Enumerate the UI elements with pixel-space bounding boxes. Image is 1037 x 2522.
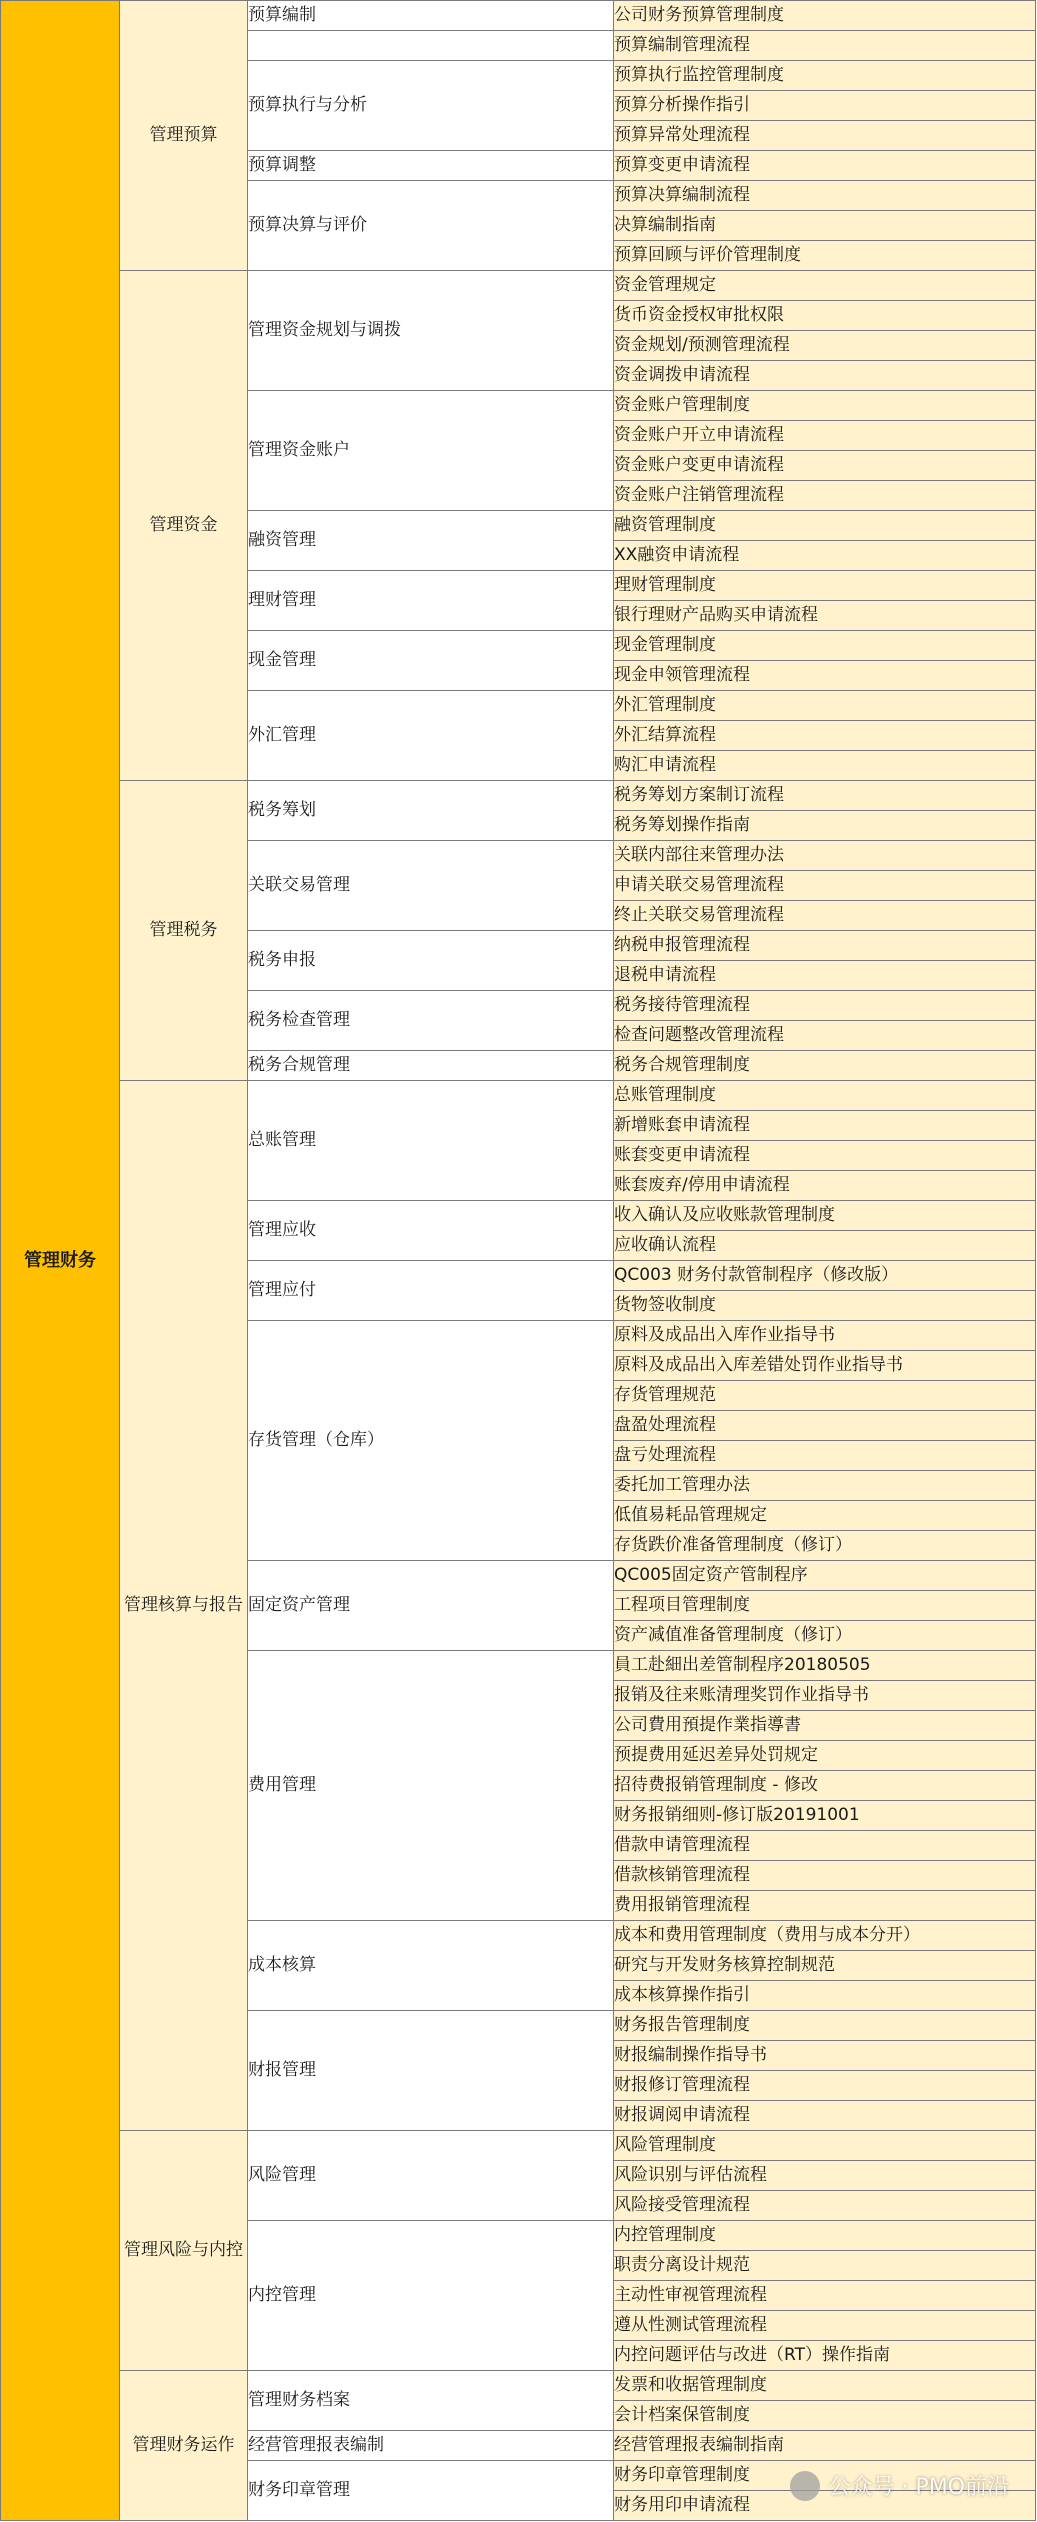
document-item-cell: 资金调拨申请流程 xyxy=(614,361,1036,391)
document-item-cell: 终止关联交易管理流程 xyxy=(614,901,1036,931)
document-item-cell: XX融资申请流程 xyxy=(614,541,1036,571)
level2-category-cell: 管理财务运作 xyxy=(120,2371,248,2521)
document-item-cell: 工程项目管理制度 xyxy=(614,1591,1036,1621)
document-item-cell: 原料及成品出入库作业指导书 xyxy=(614,1321,1036,1351)
document-item-cell: 购汇申请流程 xyxy=(614,751,1036,781)
document-item-cell: 成本和费用管理制度（费用与成本分开） xyxy=(614,1921,1036,1951)
document-item-cell: 借款申请管理流程 xyxy=(614,1831,1036,1861)
document-item-cell: 存货跌价准备管理制度（修订） xyxy=(614,1531,1036,1561)
document-item-cell: 借款核销管理流程 xyxy=(614,1861,1036,1891)
document-item-cell: 预算变更申请流程 xyxy=(614,151,1036,181)
level2-category-cell: 管理核算与报告 xyxy=(120,1081,248,2131)
document-item-cell: 资产减值准备管理制度（修订） xyxy=(614,1621,1036,1651)
level3-process-cell: 预算执行与分析 xyxy=(248,61,614,151)
document-item-cell: 财报修订管理流程 xyxy=(614,2071,1036,2101)
document-item-cell: 现金管理制度 xyxy=(614,631,1036,661)
document-item-cell: 总账管理制度 xyxy=(614,1081,1036,1111)
document-item-cell: 应收确认流程 xyxy=(614,1231,1036,1261)
document-item-cell: 委托加工管理办法 xyxy=(614,1471,1036,1501)
document-item-cell: 检查问题整改管理流程 xyxy=(614,1021,1036,1051)
watermark-text: 公众号 · PMO前沿 xyxy=(828,2475,1009,2500)
document-item-cell: 外汇管理制度 xyxy=(614,691,1036,721)
document-item-cell: 遵从性测试管理流程 xyxy=(614,2311,1036,2341)
document-item-cell: 职责分离设计规范 xyxy=(614,2251,1036,2281)
level3-process-cell: 管理资金账户 xyxy=(248,391,614,511)
document-item-cell: 員工赴細出差管制程序20180505 xyxy=(614,1651,1036,1681)
level3-process-cell: 管理应收 xyxy=(248,1201,614,1261)
document-item-cell: 纳税申报管理流程 xyxy=(614,931,1036,961)
level3-process-cell: 内控管理 xyxy=(248,2221,614,2371)
level2-category-cell: 管理风险与内控 xyxy=(120,2131,248,2371)
document-item-cell: 预算决算编制流程 xyxy=(614,181,1036,211)
document-item-cell: 财报编制操作指导书 xyxy=(614,2041,1036,2071)
level3-process-cell: 财务印章管理 xyxy=(248,2461,614,2521)
document-item-cell: 现金申领管理流程 xyxy=(614,661,1036,691)
level3-process-cell: 风险管理 xyxy=(248,2131,614,2221)
level3-process-cell: 预算编制 xyxy=(248,1,614,31)
level3-process-cell: 税务筹划 xyxy=(248,781,614,841)
root-category-cell: 管理财务 xyxy=(1,1,120,2521)
document-item-cell: 资金管理规定 xyxy=(614,271,1036,301)
document-item-cell: 关联内部往来管理办法 xyxy=(614,841,1036,871)
document-item-cell: 盘亏处理流程 xyxy=(614,1441,1036,1471)
level3-process-cell: 管理应付 xyxy=(248,1261,614,1321)
document-item-cell: 发票和收据管理制度 xyxy=(614,2371,1036,2401)
document-item-cell: 财务报销细则-修订版20191001 xyxy=(614,1801,1036,1831)
document-item-cell: 会计档案保管制度 xyxy=(614,2401,1036,2431)
table-row xyxy=(1,1,1036,31)
document-item-cell: 外汇结算流程 xyxy=(614,721,1036,751)
level3-process-cell: 融资管理 xyxy=(248,511,614,571)
document-item-cell: 经营管理报表编制指南 xyxy=(614,2431,1036,2461)
document-item-cell: 财务报告管理制度 xyxy=(614,2011,1036,2041)
document-item-cell: 资金规划/预测管理流程 xyxy=(614,331,1036,361)
table-row xyxy=(1,1081,1036,1111)
document-item-cell: QC003 财务付款管制程序（修改版） xyxy=(614,1261,1036,1291)
document-item-cell: 税务筹划方案制订流程 xyxy=(614,781,1036,811)
document-item-cell: 预提费用延迟差异处罚规定 xyxy=(614,1741,1036,1771)
document-item-cell: 研究与开发财务核算控制规范 xyxy=(614,1951,1036,1981)
document-item-cell: 申请关联交易管理流程 xyxy=(614,871,1036,901)
level3-process-cell: 现金管理 xyxy=(248,631,614,691)
document-item-cell: 盘盈处理流程 xyxy=(614,1411,1036,1441)
document-item-cell: 资金账户变更申请流程 xyxy=(614,451,1036,481)
document-item-cell: 账套废弃/停用申请流程 xyxy=(614,1171,1036,1201)
table-row xyxy=(1,781,1036,811)
level3-process-cell: 存货管理（仓库） xyxy=(248,1321,614,1561)
document-item-cell: 存货管理规范 xyxy=(614,1381,1036,1411)
document-item-cell: 成本核算操作指引 xyxy=(614,1981,1036,2011)
document-item-cell: 招待费报销管理制度 - 修改 xyxy=(614,1771,1036,1801)
level3-process-cell: 成本核算 xyxy=(248,1921,614,2011)
level2-category-cell: 管理税务 xyxy=(120,781,248,1081)
level3-process-cell: 费用管理 xyxy=(248,1651,614,1921)
table-row xyxy=(1,2131,1036,2161)
document-item-cell: 财报调阅申请流程 xyxy=(614,2101,1036,2131)
level3-process-cell: 管理资金规划与调拨 xyxy=(248,271,614,391)
document-item-cell: 税务接待管理流程 xyxy=(614,991,1036,1021)
document-item-cell: 风险识别与评估流程 xyxy=(614,2161,1036,2191)
level3-process-cell xyxy=(248,31,614,61)
document-item-cell: 预算异常处理流程 xyxy=(614,121,1036,151)
document-item-cell: 报销及往来账清理奖罚作业指导书 xyxy=(614,1681,1036,1711)
document-item-cell: 内控管理制度 xyxy=(614,2221,1036,2251)
level3-process-cell: 理财管理 xyxy=(248,571,614,631)
table-row xyxy=(1,2371,1036,2401)
document-item-cell: 财务用印申请流程 xyxy=(614,2491,1036,2521)
level3-process-cell: 关联交易管理 xyxy=(248,841,614,931)
level3-process-cell: 总账管理 xyxy=(248,1081,614,1201)
document-item-cell: 内控问题评估与改进（RT）操作指南 xyxy=(614,2341,1036,2371)
document-item-cell: 新增账套申请流程 xyxy=(614,1111,1036,1141)
document-item-cell: 账套变更申请流程 xyxy=(614,1141,1036,1171)
document-item-cell: 资金账户开立申请流程 xyxy=(614,421,1036,451)
document-item-cell: 原料及成品出入库差错处罚作业指导书 xyxy=(614,1351,1036,1381)
table-row xyxy=(1,271,1036,301)
document-item-cell: 预算执行监控管理制度 xyxy=(614,61,1036,91)
document-item-cell: 风险接受管理流程 xyxy=(614,2191,1036,2221)
document-item-cell: 资金账户管理制度 xyxy=(614,391,1036,421)
level2-category-cell: 管理资金 xyxy=(120,271,248,781)
level3-process-cell: 管理财务档案 xyxy=(248,2371,614,2431)
document-item-cell: 费用报销管理流程 xyxy=(614,1891,1036,1921)
level3-process-cell: 税务申报 xyxy=(248,931,614,991)
document-item-cell: 决算编制指南 xyxy=(614,211,1036,241)
document-item-cell: 退税申请流程 xyxy=(614,961,1036,991)
document-item-cell: 融资管理制度 xyxy=(614,511,1036,541)
document-item-cell: 公司費用預提作業指導書 xyxy=(614,1711,1036,1741)
document-item-cell: 货物签收制度 xyxy=(614,1291,1036,1321)
document-item-cell: 理财管理制度 xyxy=(614,571,1036,601)
document-item-cell: 税务合规管理制度 xyxy=(614,1051,1036,1081)
document-item-cell: 公司财务预算管理制度 xyxy=(614,1,1036,31)
document-item-cell: 预算编制管理流程 xyxy=(614,31,1036,61)
document-item-cell: 货币资金授权审批权限 xyxy=(614,301,1036,331)
level3-process-cell: 预算调整 xyxy=(248,151,614,181)
document-item-cell: 预算分析操作指引 xyxy=(614,91,1036,121)
document-item-cell: 财务印章管理制度 xyxy=(614,2461,1036,2491)
level3-process-cell: 外汇管理 xyxy=(248,691,614,781)
level3-process-cell: 税务检查管理 xyxy=(248,991,614,1051)
level2-category-cell: 管理预算 xyxy=(120,1,248,271)
document-item-cell: 银行理财产品购买申请流程 xyxy=(614,601,1036,631)
document-item-cell: 资金账户注销管理流程 xyxy=(614,481,1036,511)
document-item-cell: 收入确认及应收账款管理制度 xyxy=(614,1201,1036,1231)
document-item-cell: 低值易耗品管理规定 xyxy=(614,1501,1036,1531)
level3-process-cell: 税务合规管理 xyxy=(248,1051,614,1081)
document-item-cell: 主动性审视管理流程 xyxy=(614,2281,1036,2311)
document-item-cell: 税务筹划操作指南 xyxy=(614,811,1036,841)
document-item-cell: 风险管理制度 xyxy=(614,2131,1036,2161)
level3-process-cell: 预算决算与评价 xyxy=(248,181,614,271)
document-item-cell: 预算回顾与评价管理制度 xyxy=(614,241,1036,271)
level3-process-cell: 财报管理 xyxy=(248,2011,614,2131)
level3-process-cell: 固定资产管理 xyxy=(248,1561,614,1651)
level3-process-cell: 经营管理报表编制 xyxy=(248,2431,614,2461)
document-item-cell: QC005固定资产管制程序 xyxy=(614,1561,1036,1591)
